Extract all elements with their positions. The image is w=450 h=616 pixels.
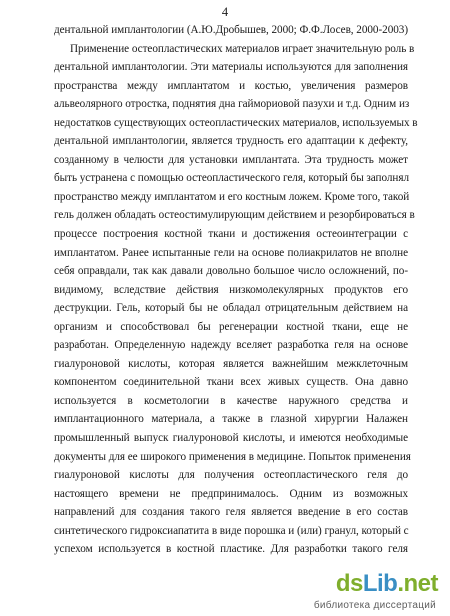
text-line: гиалуроновой кислоты для получения остеопластического геля до bbox=[54, 469, 408, 482]
text-line: имплантационного материала, а также в глазной хирургии Налажен bbox=[54, 413, 408, 426]
text-line: дентальной имплантологии (А.Ю.Дробышев, 2000; Ф.Ф.Лосев, 2000-2003) bbox=[54, 24, 409, 36]
watermark-logo-net: .net bbox=[397, 570, 438, 597]
text-line: быть устранена с помощью остеопластического геля, который бы заполнял bbox=[54, 172, 409, 185]
text-line: дентальной имплантологии. Эти материалы используются для заполнения bbox=[54, 61, 408, 74]
text-line: компонентом соединительной ткани всех живых существ. Она давно bbox=[54, 376, 408, 389]
text-line: документы для ее широкого применения в медицине. Попыток применения bbox=[54, 450, 411, 463]
watermark-logo bbox=[336, 570, 438, 598]
text-line: дентальной имплантологии, является трудность его адаптации к дефекту, bbox=[54, 135, 408, 148]
text-line: успехом используется в костной пластике. Для разработки такого геля bbox=[54, 543, 408, 556]
text-line: альвеолярного отростка, поднятия дна гаймориовой пазухи и т.д. Одним из bbox=[54, 98, 410, 111]
text-line: синтетического гидроксиапатита в виде порошка и (или) гранул, который с bbox=[54, 524, 409, 537]
text-line: организм и способствовал бы регенерации костной ткани, еще не bbox=[54, 320, 408, 333]
page-number: 4 bbox=[221, 5, 229, 19]
text-line: деструкции. Гель, который бы не обладал отрицательным действием на bbox=[54, 302, 408, 315]
watermark-logo-lib: Lib bbox=[362, 570, 398, 597]
text-line: гель должен обладать остеостимулирующим действием и резорбироваться в bbox=[54, 209, 415, 222]
text-line: гиалуроновой кислоты, которая является важнейшим межклеточным bbox=[54, 357, 408, 370]
text-line: недостатков существующих остеопластических материалов, используемых в bbox=[54, 116, 418, 129]
text-line: разработан. Определенную надежду вселяет разработка геля на основе bbox=[54, 339, 408, 352]
watermark-tagline: библиотека диссертаций bbox=[313, 600, 436, 611]
text-line: Применение остеопластических материалов играет значительную роль в bbox=[70, 42, 415, 55]
text-line: имплантатом. Ранее испытанные гели на основе полиакрилатов не вполне bbox=[54, 246, 408, 259]
text-line: пространства между имплантатом и костью, увеличения размеров bbox=[54, 79, 408, 92]
watermark-logo-ds: ds bbox=[335, 570, 363, 597]
text-line: себя оправдали, так как давали довольно большое число осложнений, по- bbox=[54, 265, 408, 278]
document-body bbox=[54, 21, 418, 559]
watermark bbox=[296, 570, 438, 614]
text-line: видимому, вследствие действия низкомолекулярных продуктов его bbox=[54, 283, 408, 296]
text-line: направлений для создания такого геля является введение в его состав bbox=[54, 506, 408, 519]
text-line: пространство между имплантатом и его костным ложем. Кроме того, такой bbox=[54, 190, 410, 203]
text-line: созданному в челюсти для установки имплантата. Эта трудность может bbox=[54, 153, 408, 166]
text-line: настоящего времени не предпринималось. Одним из возможных bbox=[54, 487, 408, 500]
text-line: используется в косметологии в качестве наружного средства и bbox=[54, 394, 408, 407]
text-line: процессе построения костной ткани и достижения остеоинтеграции с bbox=[54, 228, 408, 241]
text-line: промышленный выпуск гиалуроновой кислоты, и имеются необходимые bbox=[54, 432, 408, 445]
